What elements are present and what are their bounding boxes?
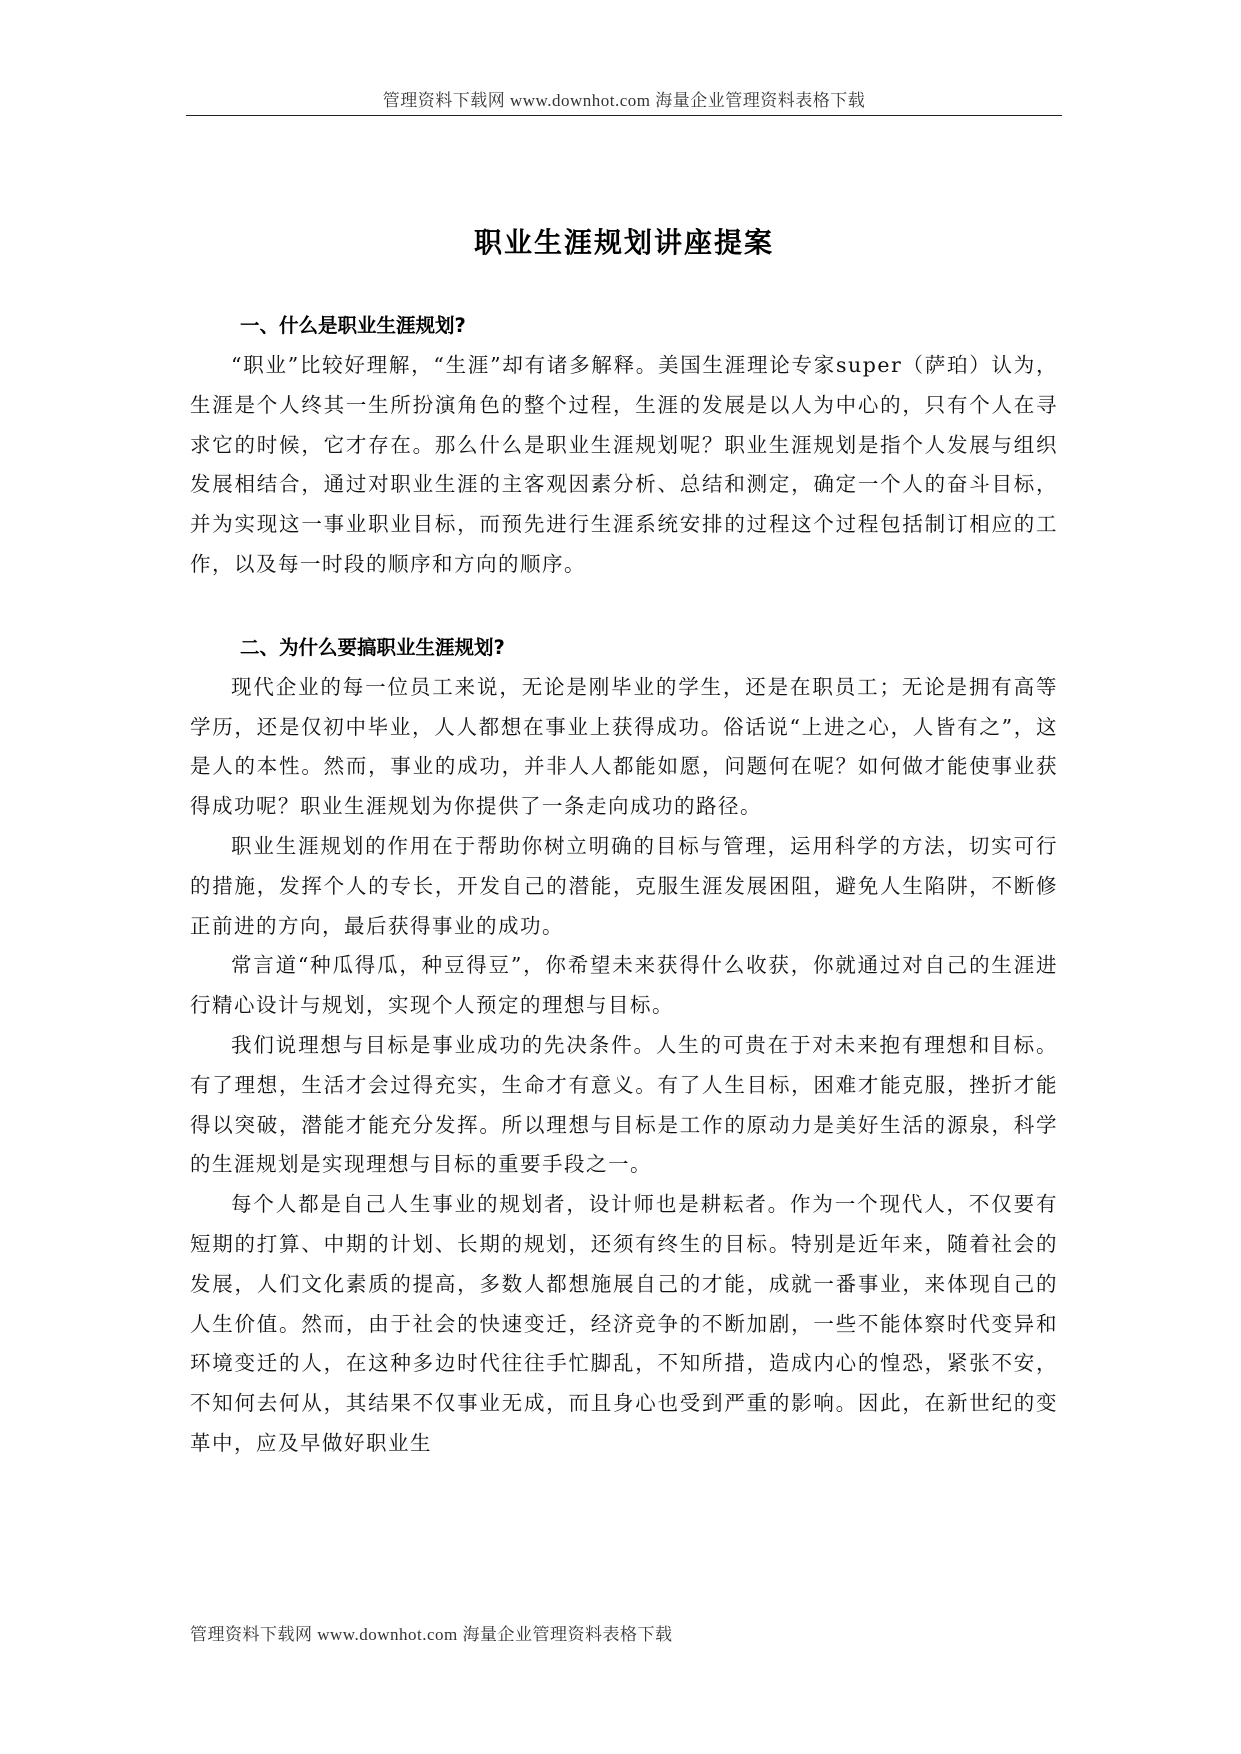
paragraph: “职业”比较好理解，“生涯”却有诸多解释。美国生涯理论专家super（萨珀）认为，生涯是个人终其一生所扮演角色的整个过程，生涯的发展是以人为中心的，只有个人在寻求它的时候，它才存在。那么什么是职业生涯规划呢？职业生涯规划是指个人发展与组织发展相结合，通过对职业生涯的主客观因素分析、总结和测定，确定一个人的奋斗目标，并为实现这一事业职业目标，而预先进行生涯系统安排的过程这个过程包括制订相应的工作，以及每一时段的顺序和方向的顺序。 (190, 353, 1058, 576)
page-footer: 管理资料下载网 www.downhot.com 海量企业管理资料表格下载 (190, 1625, 673, 1644)
document-body (190, 306, 1058, 1464)
section-spacer (190, 585, 1058, 628)
header-divider (186, 115, 1062, 116)
page-header: 管理资料下载网 www.downhot.com 海量企业管理资料表格下载 (382, 91, 866, 110)
paragraph: 常言道“种瓜得瓜，种豆得豆”，你希望未来获得什么收获，你就通过对自己的生涯进行精心设计与规划，实现个人预定的理想与目标。 (190, 953, 1058, 1018)
section-what-is-career-planning (190, 306, 1058, 585)
paragraph: 我们说理想与目标是事业成功的先决条件。人生的可贵在于对未来抱有理想和目标。有了理想，生活才会过得充实，生命才有意义。有了人生目标，困难才能克服，挫折才能得以突破，潜能才能充分发挥。所以理想与目标是工作的原动力是美好生活的源泉，科学的生涯规划是实现理想与目标的重要手段之一。 (190, 1032, 1058, 1177)
paragraph: 每个人都是自己人生事业的规划者，设计师也是耕耘者。作为一个现代人，不仅要有短期的打算、中期的计划、长期的规划，还须有终生的目标。特别是近年来，随着社会的发展，人们文化素质的提高，多数人都想施展自己的才能，成就一番事业，来体现自己的人生价值。然而，由于社会的快速变迁，经济竞争的不断加剧，一些不能体察时代变异和环境变迁的人，在这种多边时代往往手忙脚乱，不知所措，造成内心的惶恐，紧张不安，不知何去何从，其结果不仅事业无成，而且身心也受到严重的影响。因此，在新世纪的变革中，应及早做好职业生 (190, 1192, 1058, 1455)
section-heading: 一、什么是职业生涯规划? (240, 314, 466, 337)
paragraph: 职业生涯规划的作用在于帮助你树立明确的目标与管理，运用科学的方法，切实可行的措施，发挥个人的专长，开发自己的潜能，克服生涯发展困阻，避免人生陷阱，不断修正前进的方向，最后获得事业的成功。 (190, 833, 1058, 938)
section-heading: 二、为什么要搞职业生涯规划? (240, 635, 505, 659)
paragraph: 现代企业的每一位员工来说，无论是刚毕业的学生，还是在职员工；无论是拥有高等学历，还是仅初中毕业，人人都想在事业上获得成功。俗话说“上进之心，人皆有之”，这是人的本性。然而，事业的成功，并非人人都能如愿，问题何在呢？如何做才能使事业获得成功呢？职业生涯规划为你提供了一条走向成功的路径。 (190, 674, 1058, 819)
section-why-career-planning (190, 628, 1058, 1464)
document-title: 职业生涯规划讲座提案 (473, 226, 774, 259)
